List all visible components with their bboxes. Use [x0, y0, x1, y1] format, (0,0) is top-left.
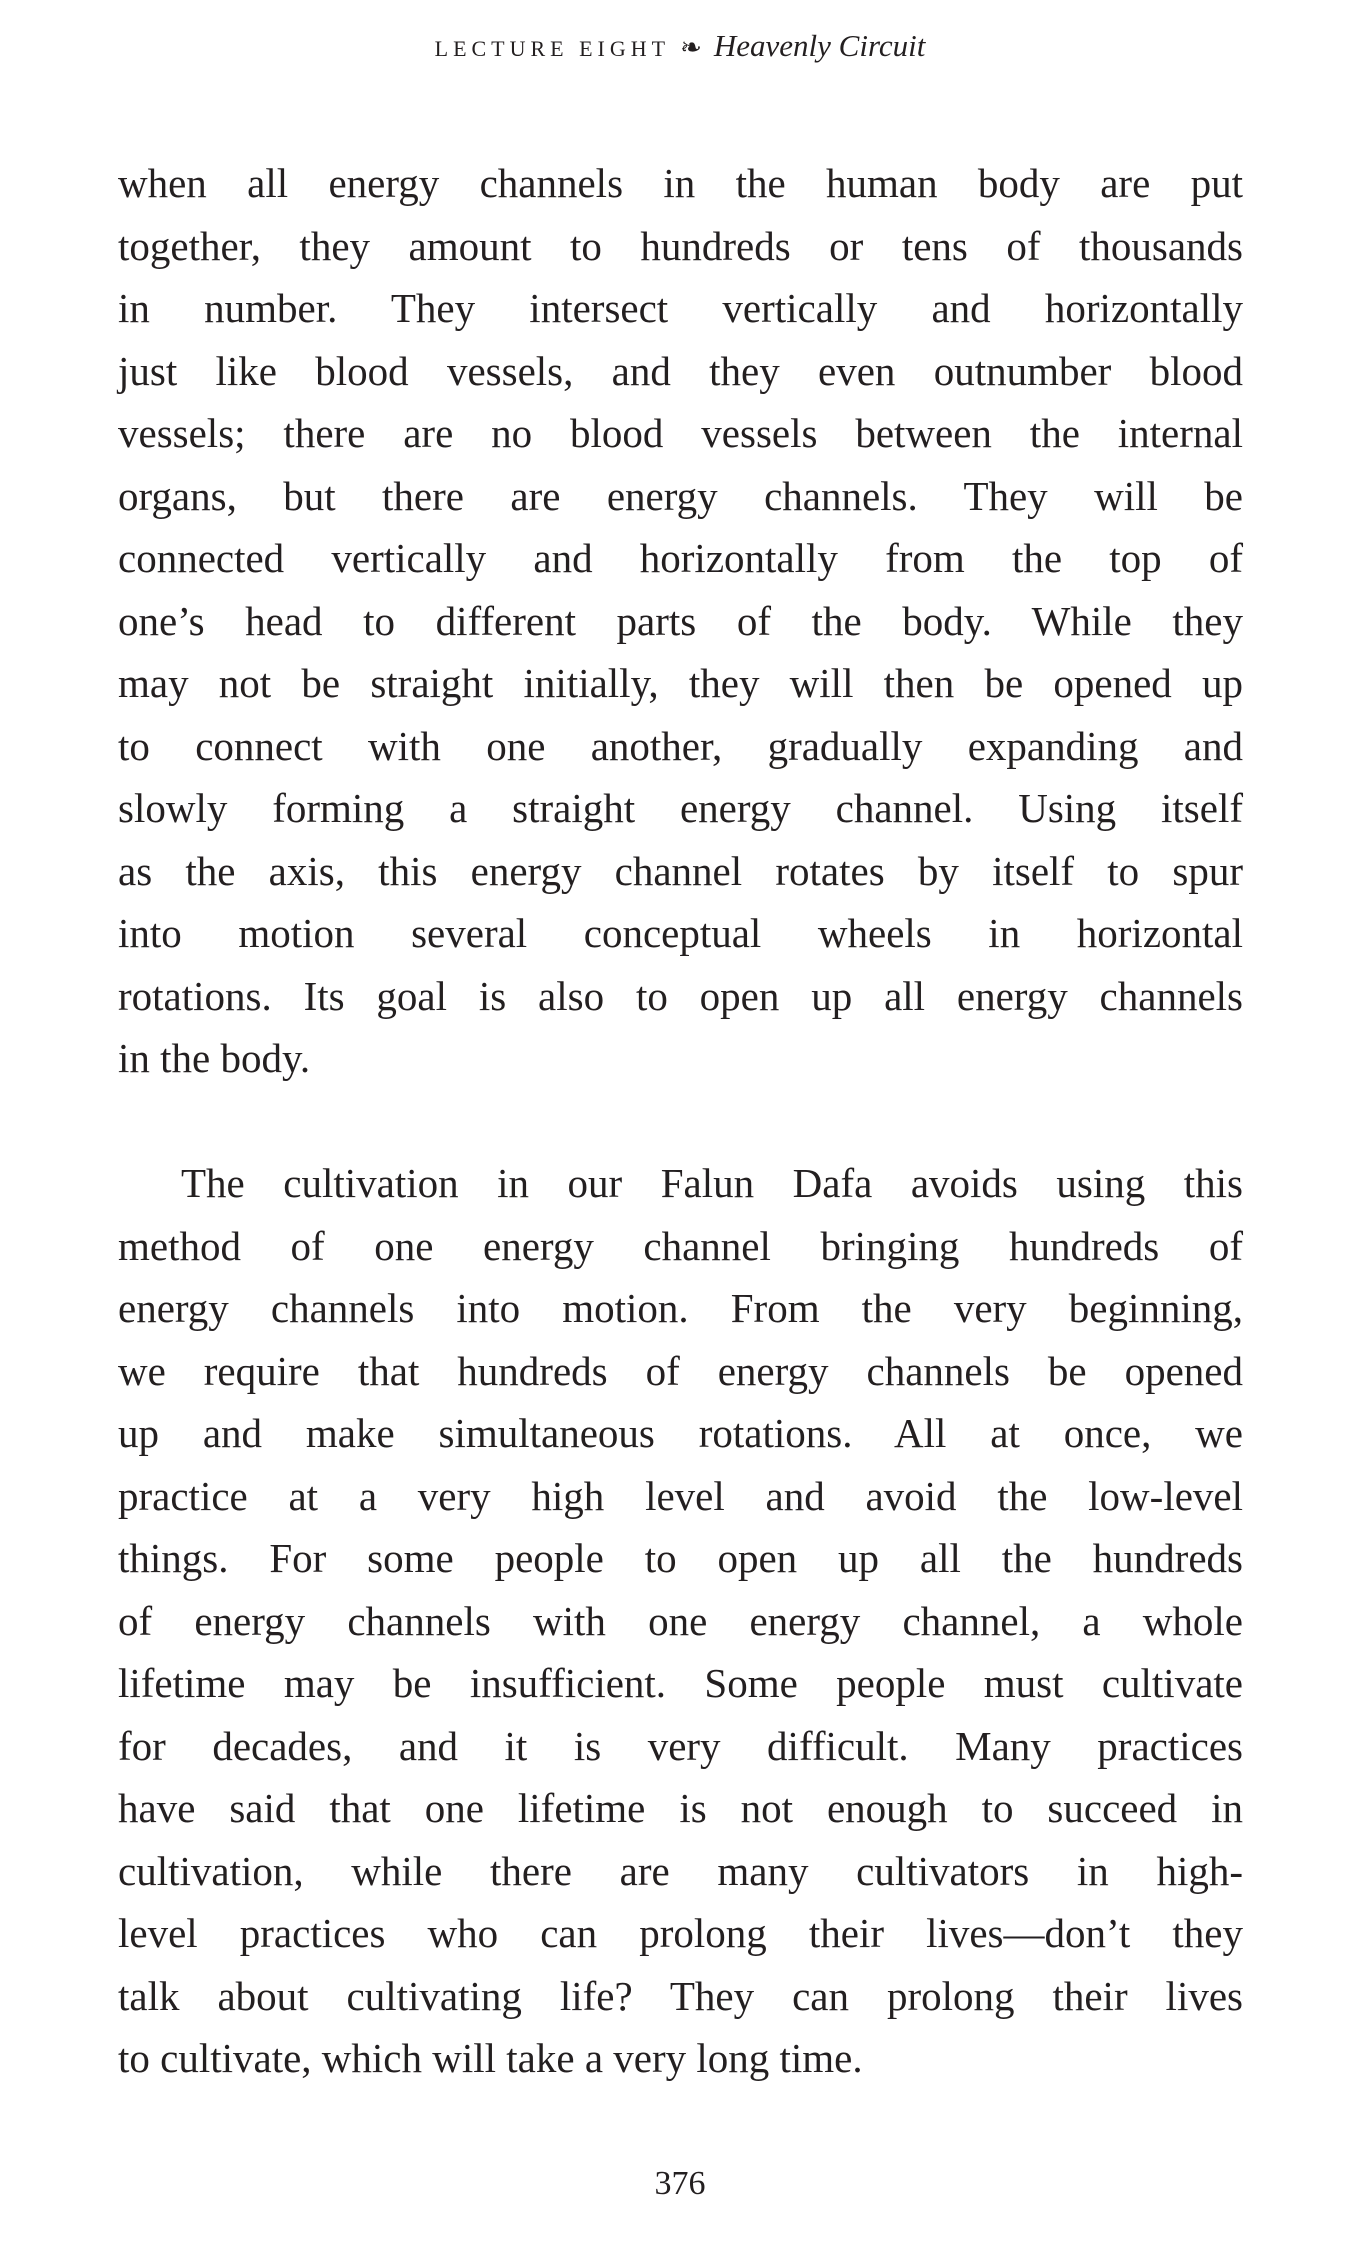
paragraph-1 — [118, 152, 1243, 1090]
text-line: The cultivation in our Falun Dafa avoids using this — [181, 1160, 1243, 1206]
fleuron-icon: ❧ — [680, 33, 702, 62]
body-text — [118, 152, 1243, 2090]
text-line: vessels; there are no blood vessels between the internal — [118, 410, 1243, 456]
text-line: in the body. — [118, 1035, 311, 1081]
text-line: up and make simultaneous rotations. All at once, we — [118, 1410, 1243, 1456]
text-line: organs, but there are energy channels. They will be — [118, 472, 1243, 519]
text-line: into motion several conceptual wheels in horizontal — [118, 910, 1243, 956]
text-line: of energy channels with one energy channel, a whole — [118, 1597, 1243, 1644]
text-line: in number. They intersect vertically and horizontally — [118, 285, 1243, 331]
paragraph-2 — [118, 1152, 1243, 2090]
text-line: one’s head to different parts of the body. While they — [118, 597, 1243, 644]
text-line: cultivation, while there are many cultivators in high- — [118, 1847, 1243, 1894]
text-line: may not be straight initially, they will then be opened up — [118, 660, 1243, 706]
text-line: we require that hundreds of energy channels be opened — [118, 1347, 1243, 1394]
running-head-title: Heavenly Circuit — [713, 28, 926, 63]
text-line: talk about cultivating life? They can prolong their lives — [118, 1972, 1243, 2019]
page-number: 376 — [654, 2165, 706, 2202]
text-line: lifetime may be insufficient. Some people must cultivate — [118, 1660, 1243, 1706]
text-line: for decades, and it is very difficult. Many practices — [118, 1722, 1243, 1769]
running-head-chapter: LECTURE EIGHT — [434, 36, 671, 61]
text-line: have said that one lifetime is not enough to succeed in — [118, 1785, 1243, 1831]
text-line: level practices who can prolong their lives—don’t they — [118, 1910, 1243, 1956]
text-line: energy channels into motion. From the very beginning, — [118, 1285, 1243, 1331]
text-line: slowly forming a straight energy channel. Using itself — [118, 785, 1243, 831]
text-line: practice at a very high level and avoid the low-level — [118, 1472, 1243, 1519]
text-line: together, they amount to hundreds or tens of thousands — [118, 222, 1243, 269]
text-line: to connect with one another, gradually expanding and — [118, 722, 1243, 769]
text-line: things. For some people to open up all the hundreds — [118, 1535, 1243, 1581]
text-line: as the axis, this energy channel rotates by itself to spur — [118, 847, 1243, 894]
text-line: when all energy channels in the human body are put — [118, 160, 1243, 206]
text-line: just like blood vessels, and they even outnumber blood — [118, 347, 1243, 394]
text-line: to cultivate, which will take a very long time. — [118, 2035, 863, 2081]
text-line: method of one energy channel bringing hundreds of — [118, 1222, 1243, 1269]
text-line: rotations. Its goal is also to open up all energy channels — [118, 972, 1243, 1019]
running-head — [0, 28, 1360, 64]
text-line: connected vertically and horizontally from the top of — [118, 535, 1243, 581]
